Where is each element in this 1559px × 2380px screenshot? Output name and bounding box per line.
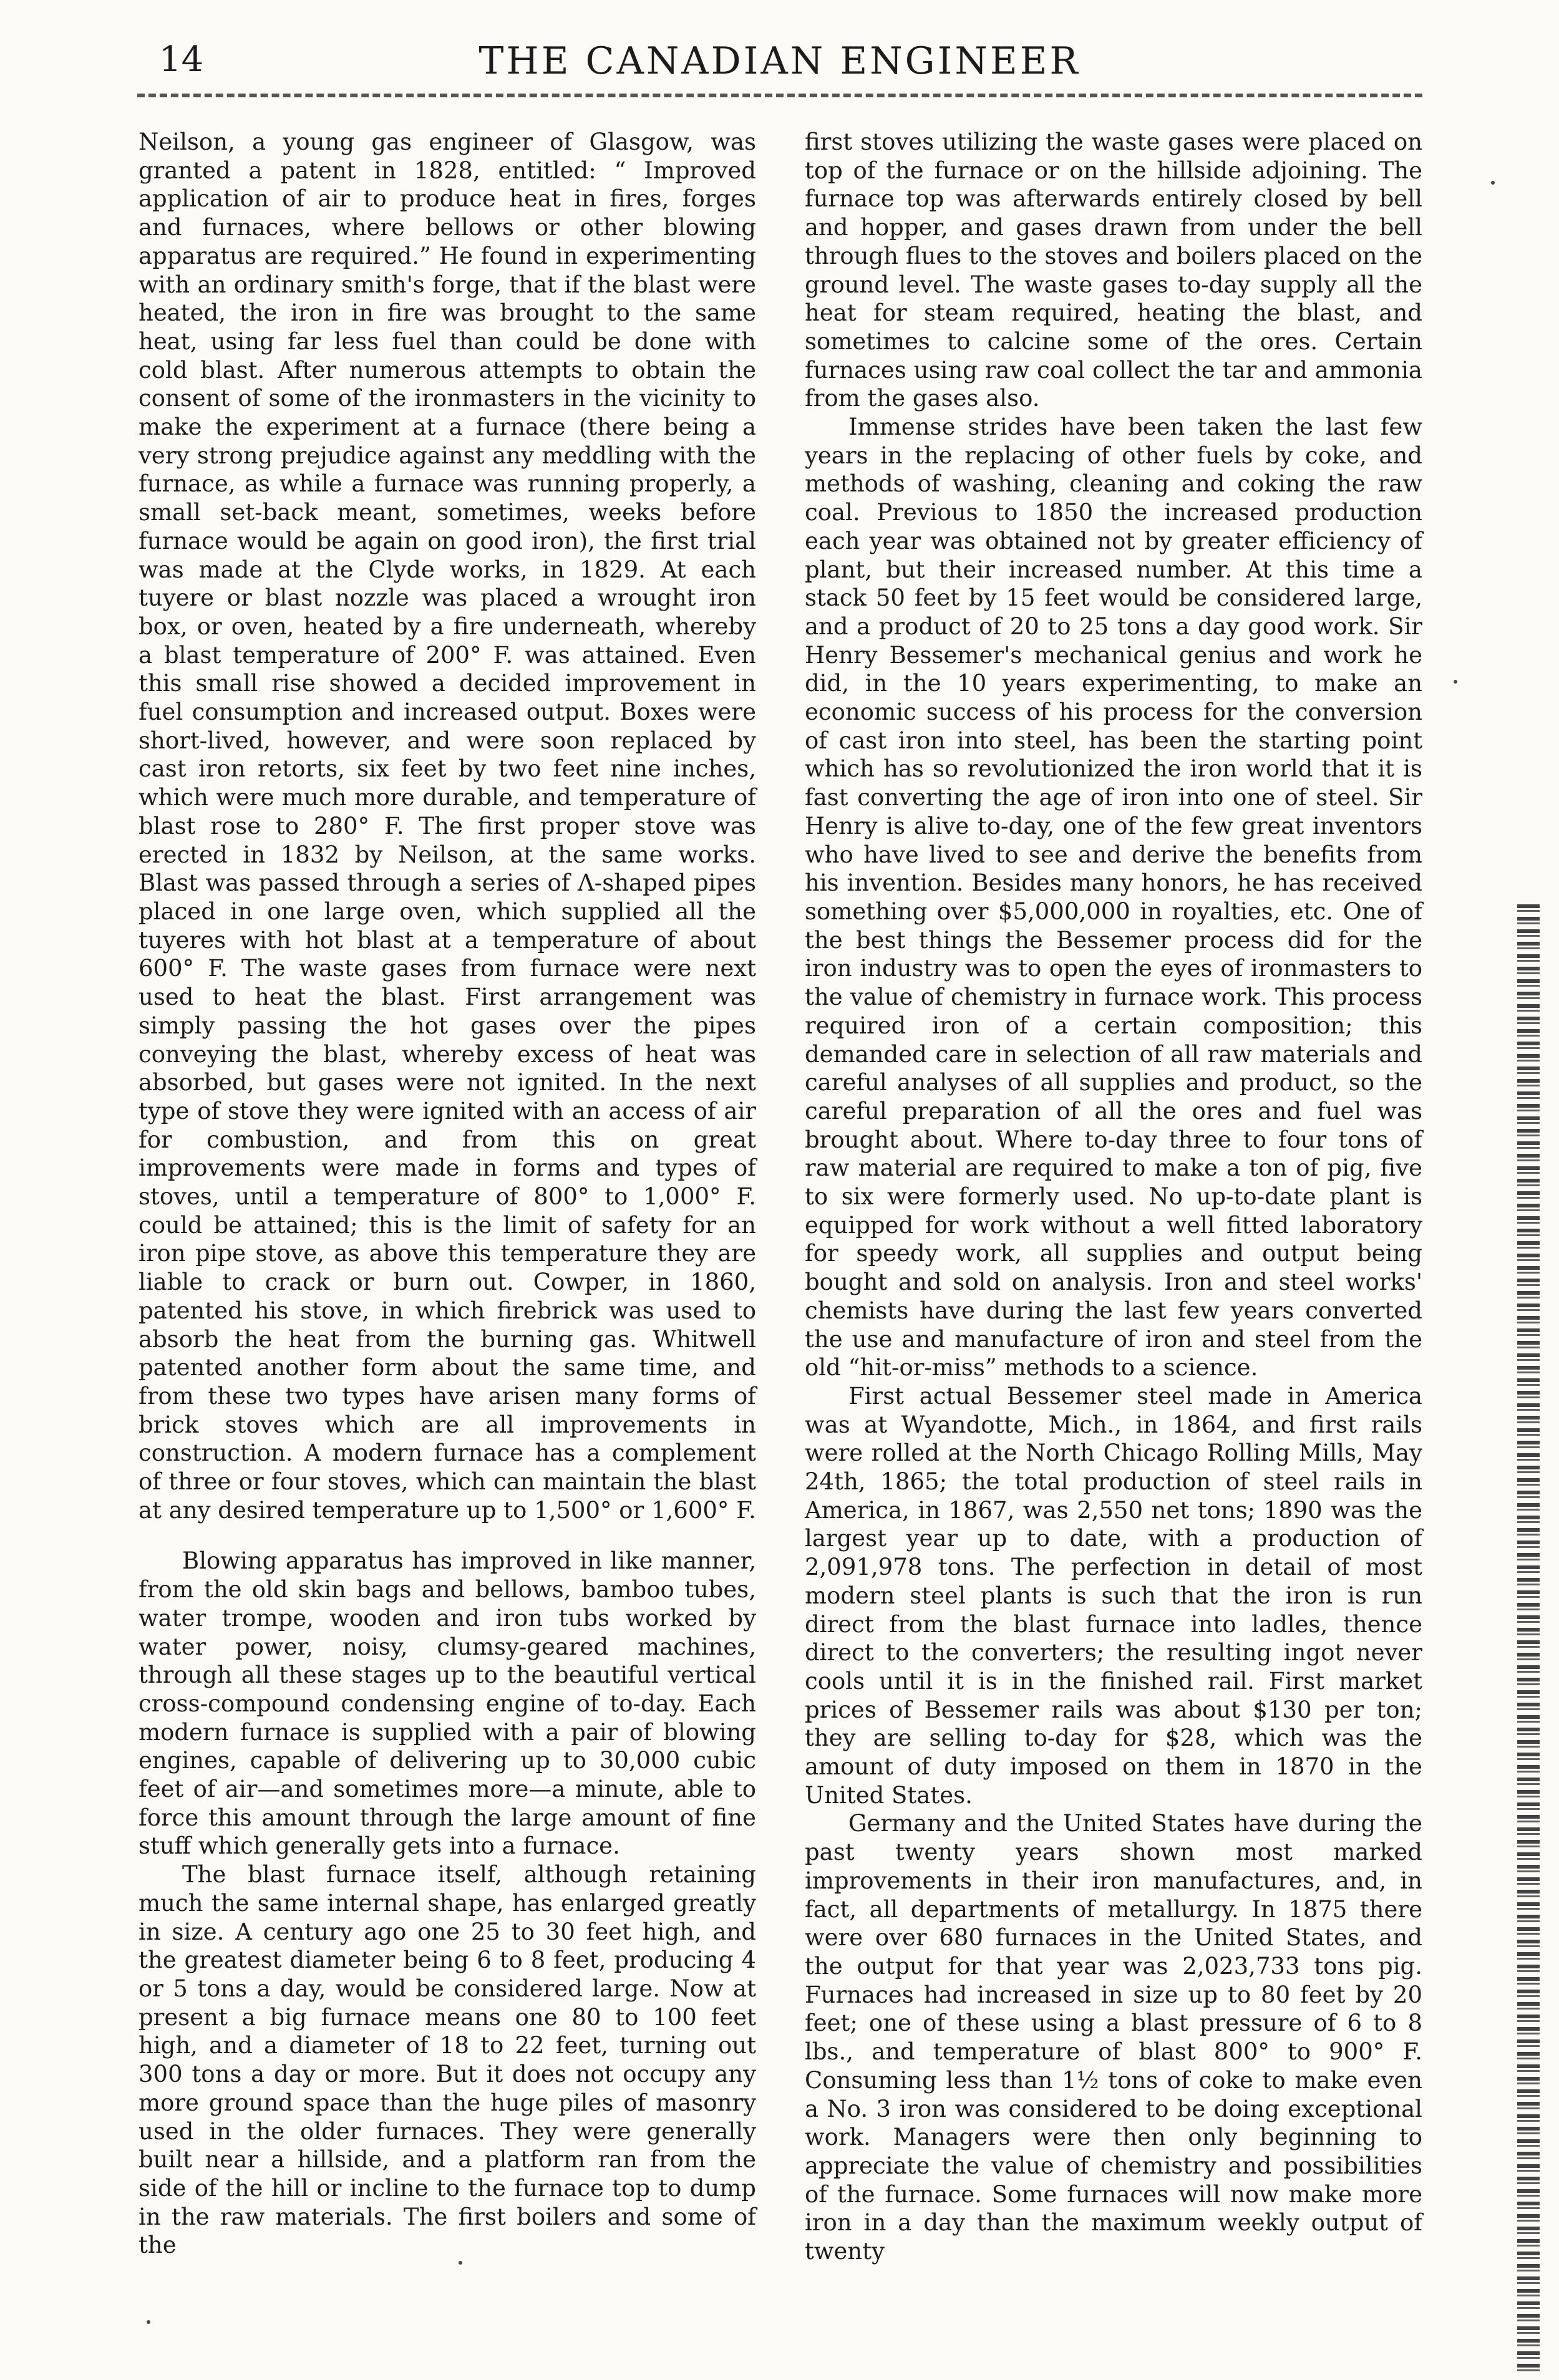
- paragraph: first stoves utilizing the waste gases were placed on top of the furnace or on the hillside adjoining. The furnace top was afterwards entirely closed by bell and hopper, and gases drawn from under the bell through flues to the stoves and boilers placed on the ground level. The waste gases to-day supply all the heat for steam required, heating the blast, and sometimes to calcine some of the ores. Certain furnaces using raw coal collect the tar and ammonia from the gases also.: [805, 128, 1422, 412]
- paragraph: Blowing apparatus has improved in like manner, from the old skin bags and bellows, bamboo tubes, water trompe, wooden and iron tubs worked by water power, noisy, clumsy-geared machines, through all these stages up to the beautiful vertical cross-compound condensing engine of to-day. Each modern furnace is supplied with a pair of blowing engines, capable of delivering up to 30,000 cubic feet of air—and sometimes more—a minute, able to force this amount through the large amount of fine stuff which generally gets into a furnace.: [138, 1547, 756, 1860]
- paragraph: Germany and the United States have during the past twenty years shown most marked improvements in their iron manufactures, and, in fact, all departments of metallurgy. In 1875 there were over 680 furnaces in the United States, and the output for that year was 2,023,733 tons pig. Furnaces had increased in size up to 80 feet by 20 feet; one of these using a blast pressure of 6 to 8 lbs., and temperature of blast 800° to 900° F. Consuming less than 1½ tons of coke to make even a No. 3 iron was considered to be doing exceptional work. Managers were then only beginning to appreciate the value of chemistry and possibilities of the furnace. Some furnaces will now make more iron in a day than the maximum weekly output of twenty: [805, 1810, 1422, 2265]
- paragraph: Neilson, a young gas engineer of Glasgow, was granted a patent in 1828, entitled: “ Improved application of air to produce heat in fires, forges and furnaces, where bellows or other blowing apparatus are required.” He found in experimenting with an ordinary smith's forge, that if the blast were heated, the iron in fire was brought to the same heat, using far less fuel than could be done with cold blast. After numerous attempts to obtain the consent of some of the ironmasters in the vicinity to make the experiment at a furnace (there being a very strong prejudice against any meddling with the furnace, as while a furnace was running properly, a small set-back meant, sometimes, weeks before furnace would be again on good iron), the first trial was made at the Clyde works, in 1829. At each tuyere or blast nozzle was placed a wrought iron box, or oven, heated by a fire underneath, whereby a blast temperature of 200° F. was attained. Even this small rise showed a decided improvement in fuel consumption and increased output. Boxes were short-lived, however, and were soon replaced by cast iron retorts, six feet by two feet nine inches, which were much more durable, and temperature of blast rose to 280° F. The first proper stove was erected in 1832 by Neilson, at the same works. Blast was passed through a series of Λ-shaped pipes placed in one large oven, which supplied all the tuyeres with hot blast at a temperature of about 600° F. The waste gases from furnace were next used to heat the blast. First arrangement was simply passing the hot gases over the pipes conveying the blast, whereby excess of heat was absorbed, but gases were not ignited. In the next type of stove they were ignited with an access of air for combustion, and from this on great improvements were made in forms and types of stoves, until a temperature of 800° to 1,000° F. could be attained; this is the limit of safety for an iron pipe stove, as above this temperature they are liable to crack or burn out. Cowper, in 1860, patented his stove, in which firebrick was used to absorb the heat from the burning gas. Whitwell patented another form about the same time, and from these two types have arisen many forms of brick stoves which are all improvements in construction. A modern furnace has a complement of three or four stoves, which can maintain the blast at any desired temperature up to 1,500° or 1,600° F.: [138, 128, 756, 1524]
- scanned-page-edge: [1517, 904, 1540, 2376]
- paragraph: First actual Bessemer steel made in America was at Wyandotte, Mich., in 1864, and first rails were rolled at the North Chicago Rolling Mills, May 24th, 1865; the total production of steel rails in America, in 1867, was 2,550 net tons; 1890 was the largest year up to date, with a production of 2,091,978 tons. The perfection in detail of most modern steel plants is such that the iron is run direct from the blast furnace into ladles, thence direct to the converters; the resulting ingot never cools until it is in the finished rail. First market prices of Bessemer rails was about $130 per ton; they are selling to-day for $28, which was the amount of duty imposed on them in 1870 in the United States.: [805, 1382, 1422, 1809]
- scan-speck: [1454, 680, 1457, 684]
- left-column: [138, 128, 756, 2260]
- scan-speck: [1491, 181, 1495, 185]
- page-number: 14: [159, 39, 204, 80]
- running-title: THE CANADIAN ENGINEER: [478, 39, 1081, 83]
- paragraph: Immense strides have been taken the last few years in the replacing of other fuels by coke, and methods of washing, cleaning and coking the raw coal. Previous to 1850 the increased production each year was obtained not by greater efficiency of plant, but their increased number. At this time a stack 50 feet by 15 feet would be considered large, and a product of 20 to 25 tons a day good work. Sir Henry Bessemer's mechanical genius and work he did, in the 10 years experimenting, to make an economic success of his process for the conversion of cast iron into steel, has been the starting point which has so revolutionized the iron world that it is fast converting the age of iron into one of steel. Sir Henry is alive to-day, one of the few great inventors who have lived to see and derive the benefits from his invention. Besides many honors, he has received something over $5,000,000 in royalties, etc. One of the best things the Bessemer process did for the iron industry was to open the eyes of ironmasters to the value of chemistry in furnace work. This process required iron of a certain composition; this demanded care in selection of all raw materials and careful analyses of all supplies and product, so the careful preparation of all the ores and fuel was brought about. Where to-day three to four tons of raw material are required to make a ton of pig, five to six were formerly used. No up-to-date plant is equipped for work without a well fitted laboratory for speedy work, all supplies and output being bought and sold on analysis. Iron and steel works' chemists have during the last few years converted the use and manufacture of iron and steel from the old “hit-or-miss” methods to a science.: [805, 414, 1422, 1381]
- scan-speck: [147, 2320, 150, 2324]
- right-column: [805, 128, 1422, 2266]
- paragraph: The blast furnace itself, although retaining much the same internal shape, has enlarged greatly in size. A century ago one 25 to 30 feet high, and the greatest diameter being 6 to 8 feet, producing 4 or 5 tons a day, would be considered large. Now at present a big furnace means one 80 to 100 feet high, and a diameter of 18 to 22 feet, turning out 300 tons a day or more. But it does not occupy any more ground space than the huge piles of masonry used in the older furnaces. They were generally built near a hillside, and a platform ran from the side of the hill or incline to the furnace top to dump in the raw materials. The first boilers and some of the: [138, 1861, 756, 2259]
- scan-speck: [459, 2261, 462, 2265]
- header-rule: [137, 94, 1422, 97]
